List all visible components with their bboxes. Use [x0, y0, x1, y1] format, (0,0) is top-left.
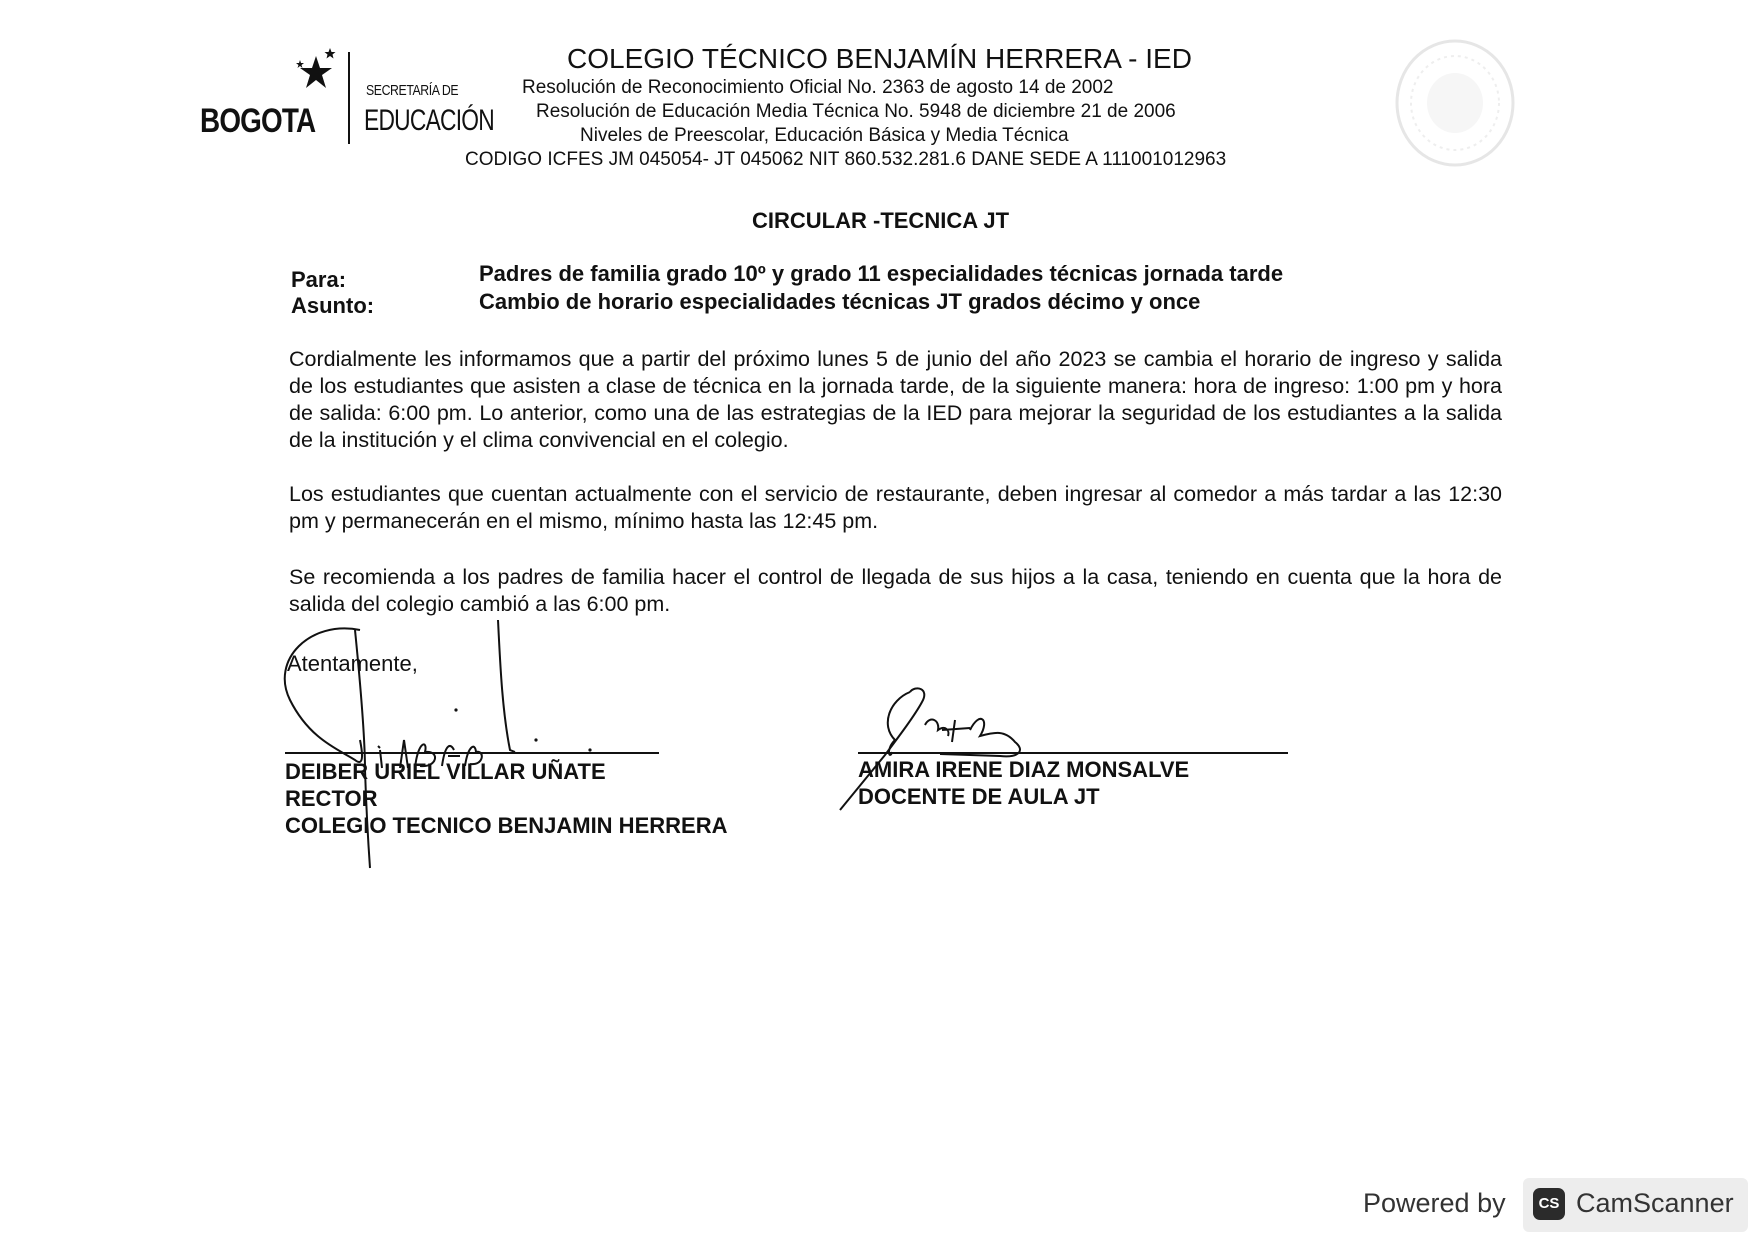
camscanner-watermark — [1363, 1178, 1748, 1240]
bogota-education-logo — [200, 48, 494, 148]
body-paragraph-schedule: Cordialmente les informamos que a partir del próximo lunes 5 de junio del año 2023 se cambia el horario de ingreso y salida de los estudiantes que asisten a clase de técnica en la jornada tarde, de la siguiente manera: hora de ingreso: 1:00 pm y hora de salida: 6:00 pm. Lo anterior, como una de las estrategias de la IED para mejorar la seguridad de los estudiantes a la salida de la institución y el clima convivencial en el colegio. — [289, 347, 1502, 452]
logo-city-text: BOGOTA — [200, 102, 316, 140]
levels-line: Niveles de Preescolar, Educación Básica y Media Técnica — [580, 125, 1069, 146]
star-icon — [294, 48, 338, 98]
logo-secretaria-text: SECRETARÍA DE — [366, 82, 459, 99]
teacher-name: AMIRA IRENE DIAZ MONSALVE — [858, 757, 1190, 782]
closing-salutation: Atentamente, — [287, 651, 418, 676]
institution-codes: CODIGO ICFES JM 045054- JT 045062 NIT 860.532.281.6 DANE SEDE A 111001012963 — [465, 149, 1227, 170]
teacher-title: DOCENTE DE AULA JT — [858, 784, 1100, 809]
logo-divider — [348, 52, 350, 144]
circular-title: CIRCULAR -TECNICA JT — [752, 208, 1010, 233]
subject-label: Asunto: — [291, 293, 375, 318]
recipient-label: Para: — [291, 267, 347, 292]
faint-seal-stamp — [1393, 36, 1517, 170]
rector-school: COLEGIO TECNICO BENJAMIN HERRERA — [285, 813, 728, 838]
body-paragraph-restaurant: Los estudiantes que cuentan actualmente con el servicio de restaurante, deben ingresar al comedor a más tardar a las 12:30 pm y permanecerán en el mismo, mínimo hasta las 12:45 pm. — [289, 482, 1502, 533]
subject-value: Cambio de horario especialidades técnicas JT grados décimo y once — [479, 289, 1201, 314]
resolution-line-1: Resolución de Reconocimiento Oficial No. 2363 de agosto 14 de 2002 — [522, 77, 1114, 98]
rector-title: RECTOR — [285, 786, 378, 811]
camscanner-logo-icon: CS — [1533, 1188, 1565, 1220]
recipient-value: Padres de familia grado 10º y grado 11 especialidades técnicas jornada tarde — [479, 261, 1284, 286]
powered-by-text: Powered by — [1363, 1188, 1506, 1218]
logo-educacion-text: EDUCACIÓN — [364, 104, 494, 137]
school-name: COLEGIO TÉCNICO BENJAMÍN HERRERA - IED — [567, 43, 1192, 74]
resolution-line-2: Resolución de Educación Media Técnica No. 5948 de diciembre 21 de 2006 — [536, 101, 1176, 122]
camscanner-brand-text: CamScanner — [1576, 1188, 1734, 1218]
rector-name: DEIBER URIEL VILLAR UÑATE — [285, 759, 606, 784]
body-paragraph-recommendation: Se recomienda a los padres de familia hacer el control de llegada de sus hijos a la casa, teniendo en cuenta que la hora de salida del colegio cambió a las 6:00 pm. — [289, 565, 1502, 616]
